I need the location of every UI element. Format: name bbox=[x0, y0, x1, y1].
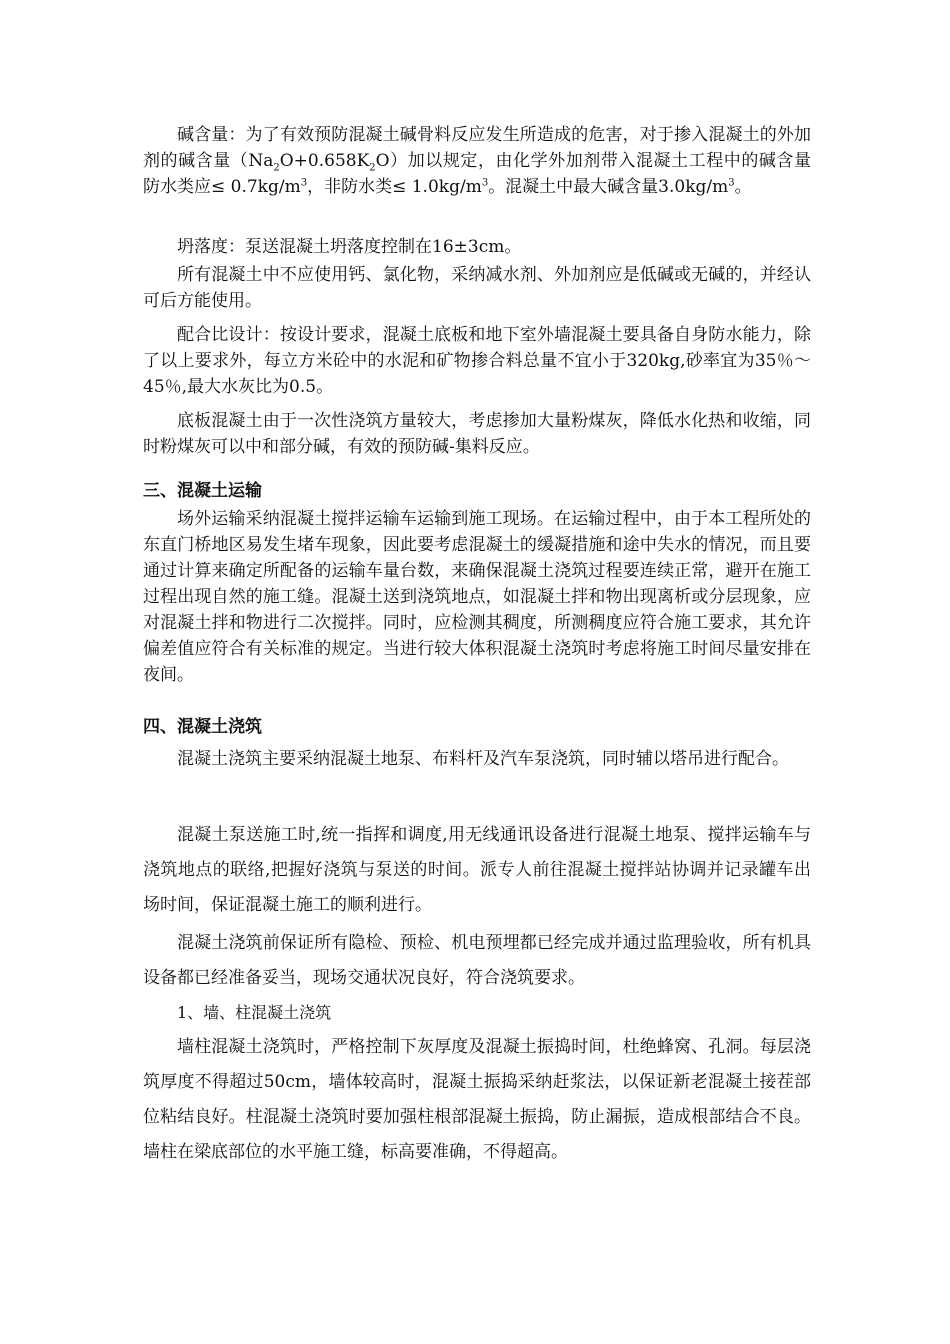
alkali-content-paragraph: 碱含量：为了有效预防混凝土碱骨料反应发生所造成的危害，对于掺入混凝土的外加剂的碱含量$(Na_2O+0.658K_2O)$加以规定，由化学外加剂带入混凝土工程中的碱含量防水类应≤ $0.7kg/m^3$，非防水类≤ $1.0kg/m^3$。混凝土中最大碱含量$3.0kg/m^3$。 bbox=[143, 125, 811, 197]
chloride-paragraph: 所有混凝土中不应使用钙、氯化物，采纳减水剂、外加剂应是低碱或无碱的，并经认可后方能使用。 bbox=[143, 265, 811, 311]
fly-ash-paragraph: 底板混凝土由于一次性浇筑方量较大，考虑掺加大量粉煤灰，降低水化热和收缩，同时粉煤灰可以中和部分碱，有效的预防碱-集料反应。 bbox=[143, 411, 811, 457]
wall-column-paragraph: 墙柱混凝土浇筑时，严格控制下灰厚度及混凝土振捣时间，杜绝蜂窝、孔洞。每层浇筑厚度不得超过50cm，墙体较高时，混凝土振捣采纳赶浆法，以保证新老混凝土接茬部位粘结良好。柱混凝土浇筑时要加强柱根部混凝土振捣，防止漏振，造成根部结合不良。墙柱在梁底部位的水平施工缝，标高要准确，不得超高。 bbox=[143, 1037, 811, 1162]
pumping-paragraph: 混凝土泵送施工时,统一指挥和调度,用无线通讯设备进行混凝土地泵、搅拌运输车与浇筑地点的联络,把握好浇筑与泵送的时间。派专人前往混凝土搅拌站协调并记录罐车出场时间，保证混凝土施工的顺利进行。 bbox=[143, 825, 811, 915]
pouring-method-paragraph: 混凝土浇筑主要采纳混凝土地泵、布料杆及汽车泵浇筑，同时辅以塔吊进行配合。 bbox=[177, 749, 789, 769]
pre-pour-check-paragraph: 混凝土浇筑前保证所有隐检、预检、机电预埋都已经完成并通过监理验收，所有机具设备都已经准备妥当，现场交通状况良好，符合浇筑要求。 bbox=[143, 933, 811, 988]
subheading-wall-column: 1、墙、柱混凝土浇筑 bbox=[177, 1003, 332, 1022]
section-heading-transport: 三、混凝土运输 bbox=[143, 481, 262, 501]
transport-paragraph: 场外运输采纳混凝土搅拌运输车运输到施工现场。在运输过程中，由于本工程所处的东直门桥地区易发生堵车现象，因此要考虑混凝土的缓凝措施和途中失水的情况，而且要通过计算来确定所配备的运输车量台数，来确保混凝土浇筑过程要连续正常，避开在施工过程出现自然的施工缝。混凝土送到浇筑地点，如混凝土拌和物出现离析或分层现象，应对混凝土拌和物进行二次搅拌。同时，应检测其稠度，所测稠度应符合施工要求，其允许偏差值应符合有关标准的规定。当进行较大体积混凝土浇筑时考虑将施工时间尽量安排在夜间。 bbox=[143, 509, 811, 685]
mix-design-paragraph: 配合比设计：按设计要求，混凝土底板和地下室外墙混凝土要具备自身防水能力，除了以上要求外，每立方米砼中的水泥和矿物掺合料总量不宜小于320kg,砂率宜为35％～45％,最大水灰比为0.5。 bbox=[143, 325, 811, 397]
slump-paragraph: 坍落度：泵送混凝土坍落度控制在16±3cm。 bbox=[177, 237, 522, 257]
section-heading-pouring: 四、混凝土浇筑 bbox=[143, 717, 262, 737]
